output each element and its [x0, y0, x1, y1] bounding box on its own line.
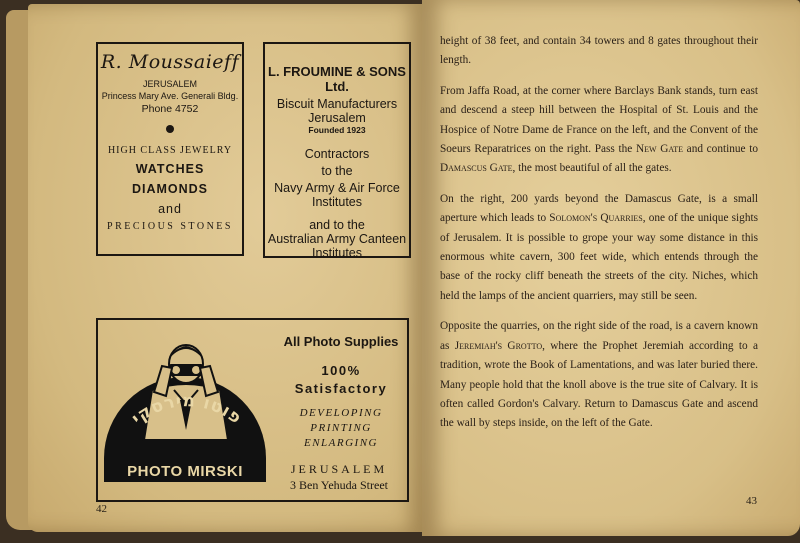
p2-text-b: and continue to — [683, 143, 758, 156]
p1-text: height of 38 feet, and contain 34 towers and 8 gates throughout their length. — [440, 35, 758, 67]
froumine-line7: and to the — [309, 218, 365, 232]
hebrew-arch-text — [106, 392, 266, 462]
moussaieff-name: R. Moussaieff — [100, 51, 240, 73]
hebrew-name: פוטו מירסקי — [127, 392, 246, 429]
froumine-line4: to the — [321, 164, 353, 178]
bullet-icon — [166, 125, 174, 133]
p4-text-b: , where the Prophet Jeremiah according to a tradition, wrote the Book of Lamentations, and was later buried there. Many people hold that the knoll above is the true site of Calvary. It is often called Gordon's Calvary. Return to Damascus Gate and ascend the wall by steps inside, on the left of the Gate. — [440, 339, 758, 430]
p4-text-a: Opposite the quarries, on the right side of the road, is a cavern known as — [440, 320, 758, 352]
body-text — [440, 32, 758, 445]
froumine-line6: Institutes — [311, 195, 363, 209]
p2-damascus-gate: Damascus Gate — [440, 162, 513, 175]
p2-text-c: , the most beautiful of all the gates. — [512, 162, 672, 175]
moussaieff-line3: DIAMONDS — [131, 182, 209, 196]
moussaieff-line5: PRECIOUS STONES — [107, 221, 233, 232]
mirski-svc3: ENLARGING — [304, 437, 378, 449]
froumine-founded: Founded 1923 — [308, 125, 366, 135]
moussaieff-address: Princess Mary Ave. Generali Bldg. — [101, 91, 239, 101]
froumine-line3: Contractors — [304, 147, 370, 161]
paragraph-4 — [440, 317, 758, 433]
froumine-name: L. FROUMINE & SONS Ltd. — [268, 64, 406, 94]
ad-photo-mirski — [96, 318, 409, 502]
mirski-sat2: Satisfactory — [294, 381, 388, 396]
froumine-line8: Australian Army Canteen — [267, 232, 407, 246]
ad-froumine — [263, 42, 411, 258]
paragraph-3 — [440, 190, 758, 306]
moussaieff-phone: Phone 4752 — [141, 103, 199, 115]
p2-new-gate: New Gate — [635, 143, 684, 156]
paragraph-1 — [440, 32, 758, 71]
ad-moussaieff — [96, 42, 244, 256]
p4-jeremiahs-grotto: Jeremiah's Grotto — [454, 339, 543, 352]
mirski-brand: PHOTO MIRSKI — [104, 458, 266, 482]
moussaieff-line2: WATCHES — [135, 162, 205, 176]
froumine-line1: Biscuit Manufacturers — [276, 97, 398, 111]
froumine-line2: Jerusalem — [308, 111, 366, 125]
svg-text:פוטו מירסקי — [128, 392, 246, 429]
froumine-line9: Institutes — [311, 246, 363, 260]
page-number-left: 42 — [96, 503, 107, 515]
moussaieff-city: JERUSALEM — [142, 79, 197, 89]
p2-text-a: From Jaffa Road, at the corner where Barclays Bank stands, turn east and descend a steep hill between the Hospital of St. Louis and the Hospice of Notre Dame de France on the left, and the Convent of the Soeurs Reparatrices on the right. Pass the — [440, 84, 758, 156]
moussaieff-line4: and — [158, 202, 182, 216]
paragraph-2 — [440, 82, 758, 179]
p3-text-a: On the right, 200 yards beyond the Damascus Gate, is a small aperture which leads to — [440, 192, 758, 225]
p3-solomons-quarries: Solomon's Quarries — [549, 212, 643, 225]
froumine-line5: Navy Army & Air Force — [274, 181, 400, 195]
p3-text-b: , one of the unique sights of Jerusalem. It is possible to grope your way some distance in this enormous white cavern, 300 feet wide, which entends through the base of the rocky cliff beneath the streets of the city. Niches, which held the lamps of the ancient quarriers, may still be seen. — [440, 212, 759, 302]
mirski-city: JERUSALEM — [290, 462, 388, 476]
mirski-svc1: DEVELOPING — [299, 407, 383, 419]
mirski-svc2: PRINTING — [310, 422, 372, 434]
mirski-street: 3 Ben Yehuda Street — [290, 478, 388, 492]
moussaieff-line1: HIGH CLASS JEWELRY — [107, 145, 233, 156]
mirski-title: All Photo Supplies — [283, 334, 399, 349]
mirski-sat1: 100% — [321, 363, 361, 378]
page-number-right: 43 — [746, 495, 757, 507]
